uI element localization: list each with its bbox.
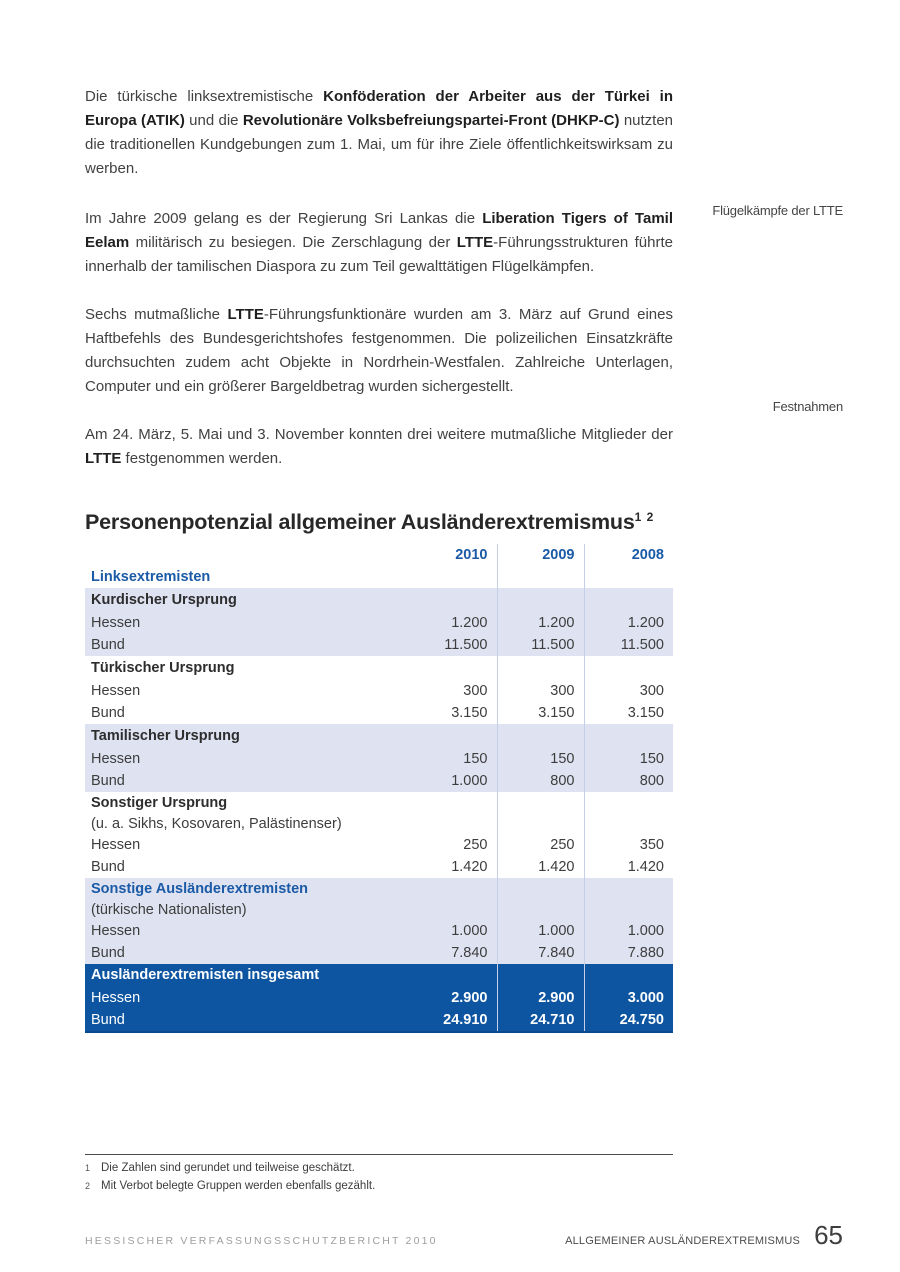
empty-cell xyxy=(584,878,673,900)
row-label: Hessen xyxy=(91,683,141,700)
section-header-row xyxy=(85,656,673,680)
section-subheader: (türkische Nationalisten) xyxy=(85,900,410,920)
body-text: -Führungsfunktionäre wurden am 3. März auf Grund eines Haftbefehls des Bundesgerichtshofes festgenommen. Die polizeilichen Einsatzkräfte durchsuchten zudem acht Objekte in Nordrhein-Westfalen. Zahlreiche Unterlagen, Computer und ein größerer Bargeldbetrag wurden sichergestellt. xyxy=(85,306,673,395)
empty-cell xyxy=(584,588,673,612)
section-insgesamt xyxy=(85,964,673,1032)
section-tuerkischer-ursprung xyxy=(85,656,673,724)
section-header-row xyxy=(85,792,673,814)
margin-note-fluegelkaempfe: Flügelkämpfe der LTTE xyxy=(712,203,843,218)
row-label: Hessen xyxy=(91,837,141,854)
footer-report-title: HESSISCHER VERFASSUNGSSCHUTZBERICHT 2010 xyxy=(85,1235,438,1247)
personenpotenzial-table xyxy=(85,544,673,1033)
table-row xyxy=(85,748,673,770)
table-row xyxy=(85,942,673,964)
empty-cell xyxy=(497,588,584,612)
paragraph-atik-dhkpc xyxy=(85,85,673,181)
section-sonstige-auslaenderextremisten xyxy=(85,878,673,964)
bold-term-dhkpc: Revolutionäre Volksbefreiungspartei-Front (DHKP-C) xyxy=(242,112,620,129)
value-2009: 1.420 xyxy=(497,856,584,878)
empty-cell xyxy=(497,656,584,680)
empty-cell xyxy=(410,814,497,834)
empty-cell xyxy=(497,567,584,588)
empty-cell xyxy=(410,588,497,612)
empty-cell xyxy=(584,964,673,987)
value-2010: 150 xyxy=(410,748,497,770)
bold-term-ltte-full: Liberation Tigers of Tamil Eelam xyxy=(85,210,673,251)
table-head-group xyxy=(85,544,673,588)
empty-cell xyxy=(410,900,497,920)
body-text: Im Jahre 2009 gelang es der Regierung Sri Lankas die xyxy=(85,210,483,227)
footer-chapter-title: ALLGEMEINER AUSLÄNDEREXTREMISMUS xyxy=(565,1235,801,1247)
empty-cell xyxy=(497,964,584,987)
section-header: Tamilischer Ursprung xyxy=(85,724,410,748)
row-label: Hessen xyxy=(85,748,410,770)
value-2010: 7.840 xyxy=(410,942,497,964)
table-row xyxy=(85,1009,673,1032)
section-sonstiger-ursprung xyxy=(85,792,673,878)
body-text: militärisch zu besiegen. Die Zerschlagung der xyxy=(129,234,457,251)
table-title-text: Personenpotenzial allgemeiner Ausländerextremismus xyxy=(85,510,635,535)
table-row xyxy=(85,634,673,656)
value-2010: 2.900 xyxy=(410,987,497,1009)
row-label: Hessen xyxy=(85,987,410,1009)
table-row xyxy=(85,856,673,878)
value-2008: 7.880 xyxy=(584,942,673,964)
body-text: Am 24. März, 5. Mai und 3. November konnten drei weitere mutmaßliche Mitglieder der xyxy=(85,426,673,443)
table-row xyxy=(85,834,673,856)
value-2008: 1.000 xyxy=(584,920,673,942)
body-text: nutzten die traditionellen Kundgebungen zum 1. Mai, um für ihre Ziele öffentlichkeitswirksam zu werben. xyxy=(85,112,674,177)
row-label: Hessen xyxy=(85,920,410,942)
value-2009: 1.000 xyxy=(497,920,584,942)
body-text: -Führungsstrukturen führte innerhalb der tamilischen Diaspora zu zum Teil gewalttätigen Flügelkämpfen. xyxy=(85,234,673,275)
value-2009: 300 xyxy=(497,680,584,702)
value-2008: 24.750 xyxy=(584,1009,673,1032)
empty-cell xyxy=(584,724,673,748)
group-label: Linksextremisten xyxy=(91,569,211,586)
value-2008: 1.200 xyxy=(584,612,673,634)
empty-cell xyxy=(584,814,673,834)
value-2010: 1.420 xyxy=(451,859,488,876)
empty-cell xyxy=(584,900,673,920)
value-2009: 1.200 xyxy=(497,612,584,634)
section-header-row xyxy=(85,878,673,900)
table-row xyxy=(85,680,673,702)
paragraph-arrests-march xyxy=(85,303,673,399)
bold-term-ltte: LTTE xyxy=(456,234,494,251)
empty-cell xyxy=(410,567,497,588)
table-title-footnote-refs: 1 2 xyxy=(634,510,655,524)
section-subheader-row xyxy=(85,814,673,834)
value-2009: 7.840 xyxy=(497,942,584,964)
section-kurdischer-ursprung xyxy=(85,588,673,656)
footnotes-block xyxy=(85,1154,673,1195)
table-row xyxy=(85,987,673,1009)
margin-note-festnahmen: Festnahmen xyxy=(772,399,843,414)
footnote-marker: 2 xyxy=(85,1181,91,1191)
empty-cell xyxy=(410,964,497,987)
value-2008: 300 xyxy=(584,680,673,702)
empty-cell xyxy=(497,900,584,920)
empty-cell xyxy=(584,792,673,814)
column-header-2008: 2008 xyxy=(584,544,673,567)
table-row xyxy=(85,770,673,792)
paragraph-ltte-defeat xyxy=(85,207,673,279)
empty-cell xyxy=(410,724,497,748)
row-label: Bund xyxy=(85,770,410,792)
empty-cell xyxy=(497,878,584,900)
group-label-row xyxy=(85,567,673,588)
empty-cell xyxy=(410,878,497,900)
body-text: Die türkische linksextremistische xyxy=(85,88,324,105)
section-header-row xyxy=(85,588,673,612)
row-label: Bund xyxy=(91,859,125,876)
empty-cell xyxy=(410,792,497,814)
value-2010: 1.000 xyxy=(410,920,497,942)
empty-cell xyxy=(497,792,584,814)
section-subheader-row xyxy=(85,900,673,920)
value-2009: 24.710 xyxy=(497,1009,584,1032)
body-text: festgenommen werden. xyxy=(121,450,283,467)
row-label: Bund xyxy=(91,705,125,722)
section-header: Sonstige Ausländerextremisten xyxy=(85,878,410,900)
value-2009: 250 xyxy=(497,834,584,856)
page-number: 65 xyxy=(814,1220,843,1250)
table-row xyxy=(85,612,673,634)
value-2008: 1.420 xyxy=(584,856,673,878)
value-2009: 11.500 xyxy=(497,634,584,656)
paragraph-further-arrests xyxy=(85,423,673,471)
value-2008: 800 xyxy=(584,770,673,792)
value-2008: 150 xyxy=(584,748,673,770)
bold-term-ltte: LTTE xyxy=(227,306,264,323)
section-header: Ausländerextremisten insgesamt xyxy=(85,964,410,987)
value-2009: 3.150 xyxy=(497,702,584,724)
body-text: und die xyxy=(184,112,243,129)
section-header-row xyxy=(85,964,673,987)
body-text: Sechs mutmaßliche xyxy=(85,306,228,323)
value-2008: 350 xyxy=(584,834,673,856)
empty-cell xyxy=(85,544,410,567)
footnote-2 xyxy=(85,1177,673,1195)
value-2008: 3.000 xyxy=(584,987,673,1009)
value-2010: 1.000 xyxy=(410,770,497,792)
table-row xyxy=(85,702,673,724)
value-2008: 11.500 xyxy=(584,634,673,656)
column-header-2009: 2009 xyxy=(497,544,584,567)
value-2010: 300 xyxy=(463,683,488,700)
section-header: Sonstiger Ursprung xyxy=(91,795,228,812)
row-label: Bund xyxy=(85,634,410,656)
bold-term-atik: Konföderation der Arbeiter aus der Türkei in Europa (ATIK) xyxy=(85,88,673,129)
value-2008: 3.150 xyxy=(584,702,673,724)
bold-term-ltte: LTTE xyxy=(85,450,122,467)
value-2009: 2.900 xyxy=(497,987,584,1009)
section-header: Türkischer Ursprung xyxy=(91,660,235,677)
value-2010: 24.910 xyxy=(410,1009,497,1032)
value-2010: 250 xyxy=(463,837,488,854)
section-header: Kurdischer Ursprung xyxy=(85,588,410,612)
value-2009: 800 xyxy=(497,770,584,792)
footnote-text: Die Zahlen sind gerundet und teilweise geschätzt. xyxy=(101,1162,355,1174)
section-tamilischer-ursprung xyxy=(85,724,673,792)
value-2010: 3.150 xyxy=(451,705,488,722)
column-header-2010: 2010 xyxy=(455,547,488,564)
value-2010: 1.200 xyxy=(410,612,497,634)
page-footer xyxy=(85,1220,843,1251)
row-label: Bund xyxy=(85,1009,410,1032)
footnote-1 xyxy=(85,1159,673,1177)
value-2010: 11.500 xyxy=(410,634,497,656)
section-subheader: (u. a. Sikhs, Kosovaren, Palästinenser) xyxy=(91,816,342,833)
empty-cell xyxy=(584,567,673,588)
section-header-row xyxy=(85,724,673,748)
table-row xyxy=(85,920,673,942)
row-label: Bund xyxy=(85,942,410,964)
main-text-column xyxy=(85,85,673,1033)
row-label: Hessen xyxy=(85,612,410,634)
footnote-text: Mit Verbot belegte Gruppen werden ebenfalls gezählt. xyxy=(101,1180,376,1192)
table-title xyxy=(85,510,673,535)
empty-cell xyxy=(410,656,497,680)
empty-cell xyxy=(497,724,584,748)
empty-cell xyxy=(584,656,673,680)
value-2009: 150 xyxy=(497,748,584,770)
year-header-row xyxy=(85,544,673,567)
empty-cell xyxy=(497,814,584,834)
footnote-marker: 1 xyxy=(85,1163,91,1173)
